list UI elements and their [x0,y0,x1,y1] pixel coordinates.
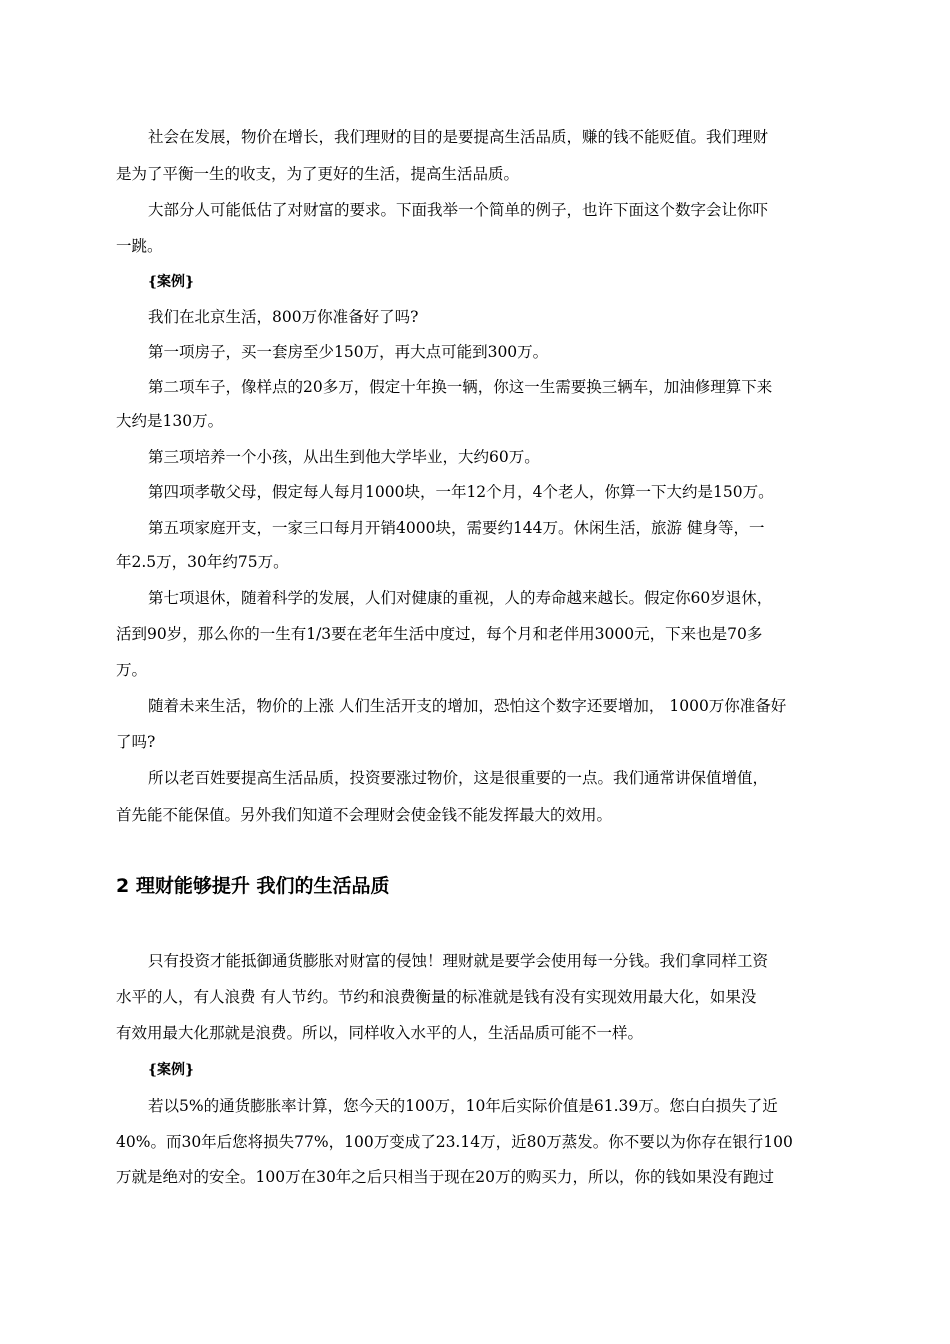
paragraph-line: 所以老百姓要提高生活品质，投资要涨过物价，这是很重要的一点。我们通常讲保值增值， [148,769,769,787]
paragraph-line: 社会在发展，物价在增长，我们理财的目的是要提高生活品质，赚的钱不能贬值。我们理财 [148,128,769,146]
case-line: 若以5%的通货膨胀率计算，您今天的100万，10年后实际价值是61.39万。您白白损失了近 [148,1097,778,1115]
paragraph-line: 一跳。 [116,237,163,255]
paragraph-line: 只有投资才能抵御通货膨胀对财富的侵蚀！理财就是要学会使用每一分钱。我们拿同样工资 [148,952,769,970]
case-line: 第五项家庭开支，一家三口每月开销4000块，需要约144万。休闲生活，旅游 健身等，一 [148,519,765,537]
case-line: 第一项房子，买一套房至少150万，再大点可能到300万。 [148,343,549,361]
paragraph-line: 水平的人，有人浪费 有人节约。节约和浪费衡量的标准就是钱有没有实现效用最大化，如果没 [116,988,757,1006]
case-line: 随着未来生活，物价的上涨 人们生活开支的增加，恐怕这个数字还要增加， 1000万你准备好 [148,697,787,715]
case-line: 我们在北京生活，800万你准备好了吗? [148,308,419,326]
section-heading: 2 理财能够提升 我们的生活品质 [116,875,390,897]
case-line: 万就是绝对的安全。100万在30年之后只相当于现在20万的购买力，所以，你的钱如果没有跑过 [116,1168,775,1186]
case-line: 万。 [116,661,148,679]
case-line: 年2.5万，30年约75万。 [116,553,289,571]
case-line: 第二项车子，像样点的20多万，假定十年换一辆，你这一生需要换三辆车，加油修理算下来 [148,378,773,396]
case-line: 了吗? [116,733,156,751]
case-label: {案例} [148,274,195,290]
case-line: 第七项退休，随着科学的发展，人们对健康的重视，人的寿命越来越长。假定你60岁退休， [148,589,773,607]
paragraph-line: 有效用最大化那就是浪费。所以，同样收入水平的人，生活品质可能不一样。 [116,1024,644,1042]
case-label: {案例} [148,1062,195,1078]
case-line: 第四项孝敬父母，假定每人每月1000块，一年12个月，4个老人，你算一下大约是150万。 [148,483,774,501]
case-line: 40%。而30年后您将损失77%，100万变成了23.14万，近80万蒸发。你不要以为你存在银行100 [116,1133,793,1151]
paragraph-line: 是为了平衡一生的收支，为了更好的生活，提高生活品质。 [116,165,520,183]
case-line: 大约是130万。 [116,412,224,430]
paragraph-line: 首先能不能保值。另外我们知道不会理财会使金钱不能发挥最大的效用。 [116,806,613,824]
paragraph-line: 大部分人可能低估了对财富的要求。下面我举一个简单的例子，也许下面这个数字会让你吓 [148,201,769,219]
case-line: 第三项培养一个小孩，从出生到他大学毕业，大约60万。 [148,448,540,466]
case-line: 活到90岁，那么你的一生有1/3要在老年生活中度过，每个月和老伴用3000元，下来也是70多 [116,625,763,643]
